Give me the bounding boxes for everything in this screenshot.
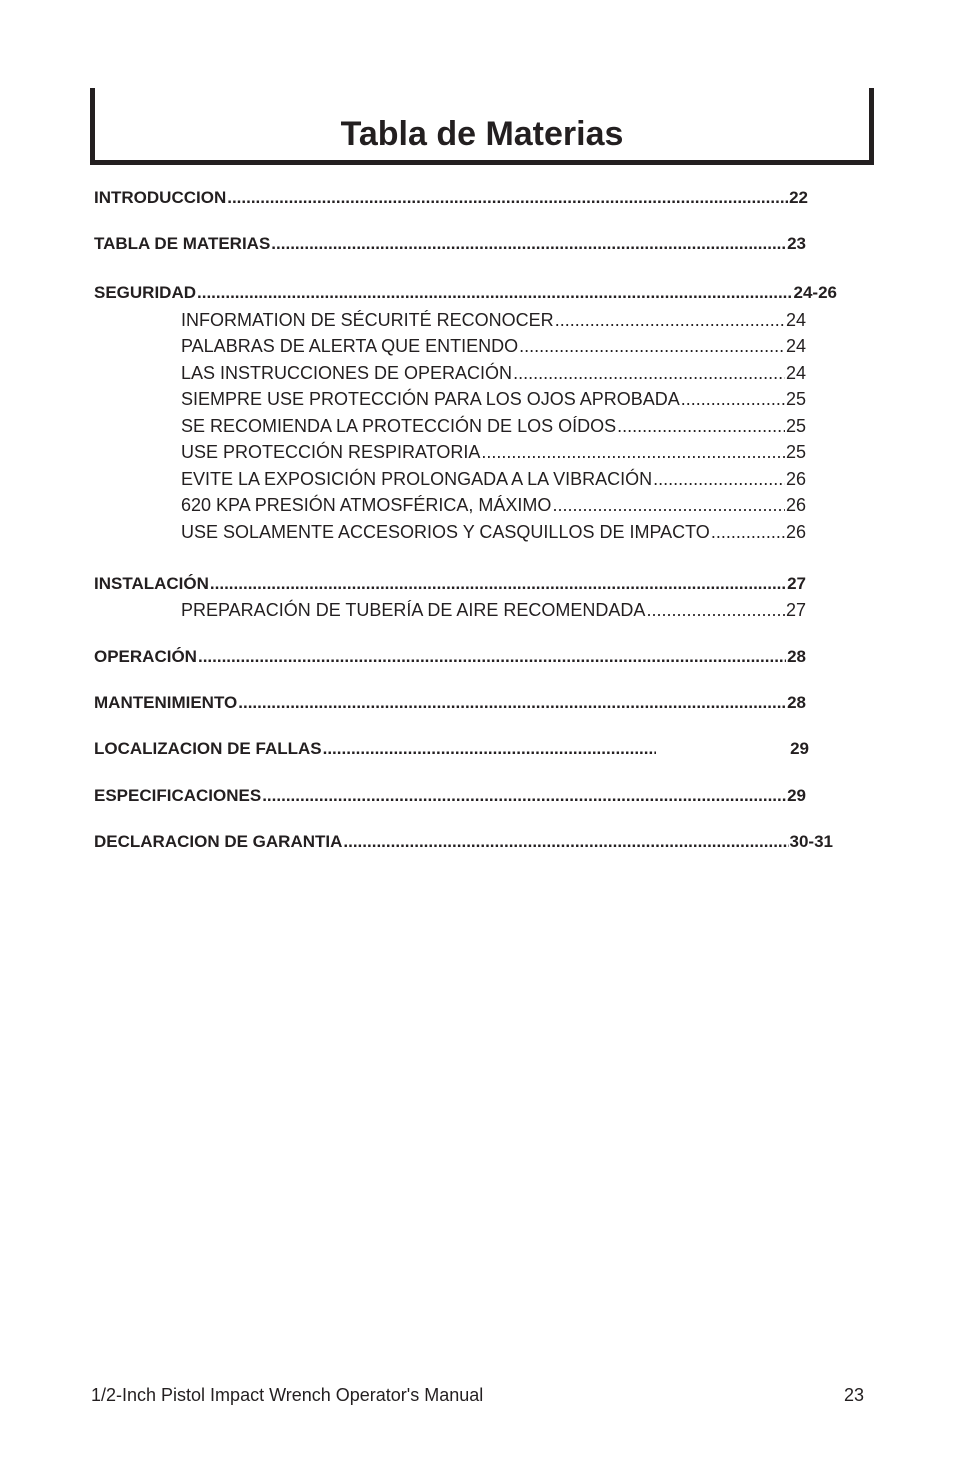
- toc-subentry[interactable]: [181, 468, 806, 490]
- toc-entry-page: 27: [785, 600, 806, 620]
- dot-leader: [238, 692, 786, 714]
- toc-entry-label: MANTENIMIENTO: [94, 693, 238, 712]
- dot-leader: [552, 494, 785, 516]
- dot-leader: [555, 309, 785, 331]
- toc-entry-label: TABLA DE MATERIAS: [94, 234, 271, 253]
- toc-entry-page: 28: [787, 647, 806, 666]
- page-title: Tabla de Materias: [340, 115, 624, 153]
- toc-subentry[interactable]: [181, 441, 806, 463]
- toc-entry-especificaciones[interactable]: [94, 785, 806, 807]
- toc-entry-page: 26: [785, 522, 806, 542]
- toc-entry-page: 24: [785, 310, 806, 330]
- toc-entry-tabla-de-materias[interactable]: [94, 233, 806, 255]
- dot-leader: [519, 335, 785, 357]
- toc-entry-seguridad[interactable]: [94, 282, 837, 304]
- toc-entry-page: 28: [787, 693, 806, 712]
- toc-entry-page: 27: [787, 574, 806, 593]
- toc-entry-label: USE PROTECCIÓN RESPIRATORIA: [181, 442, 481, 462]
- toc-subentry[interactable]: [181, 521, 806, 543]
- toc-entry-page: 25: [785, 389, 806, 409]
- toc-subentry[interactable]: [181, 415, 806, 437]
- toc-entry-page: 25: [785, 416, 806, 436]
- dot-leader: [653, 468, 785, 490]
- toc-subentry[interactable]: [181, 335, 806, 357]
- toc-entry-page: 25: [785, 442, 806, 462]
- toc-entry-label: 620 KPA PRESIÓN ATMOSFÉRICA, MÁXIMO: [181, 495, 552, 515]
- toc-entry-page: 26: [785, 469, 806, 489]
- toc-entry-page: 22: [789, 188, 808, 207]
- dot-leader: [323, 738, 656, 760]
- toc-entry-label: INSTALACIÓN: [94, 574, 209, 593]
- toc-subentry[interactable]: [181, 309, 806, 331]
- toc-entry-page: 30-31: [789, 832, 833, 851]
- toc-entry-label: PREPARACIÓN DE TUBERÍA DE AIRE RECOMENDADA: [181, 600, 646, 620]
- toc-entry-label: LOCALIZACION DE FALLAS: [94, 739, 322, 758]
- dot-leader: [343, 831, 788, 853]
- toc-entry-page: 26: [785, 495, 806, 515]
- toc-entry-label: OPERACIÓN: [94, 647, 197, 666]
- toc-subentry[interactable]: [181, 599, 806, 621]
- toc-entry-label: PALABRAS DE ALERTA QUE ENTIENDO: [181, 336, 519, 356]
- dot-leader: [481, 441, 785, 463]
- dot-leader: [198, 646, 786, 668]
- toc-entry-page: 29: [790, 739, 809, 758]
- dot-leader: [210, 573, 786, 595]
- toc-entry-label: SE RECOMIENDA LA PROTECCIÓN DE LOS OÍDOS: [181, 416, 617, 436]
- toc-entry-page: 24: [785, 336, 806, 356]
- toc-entry-label: LAS INSTRUCCIONES DE OPERACIÓN: [181, 363, 513, 383]
- toc-entry-operacion[interactable]: [94, 646, 806, 668]
- toc-entry-page: 29: [787, 786, 806, 805]
- toc-entry-instalacion[interactable]: [94, 573, 806, 595]
- toc-entry-page: 24-26: [793, 283, 837, 302]
- toc-entry-label: ESPECIFICACIONES: [94, 786, 262, 805]
- toc-entry-label: EVITE LA EXPOSICIÓN PROLONGADA A LA VIBRACIÓN: [181, 469, 653, 489]
- toc-entry-mantenimiento[interactable]: [94, 692, 806, 714]
- toc-entry-garantia[interactable]: [94, 831, 833, 853]
- dot-leader: [513, 362, 785, 384]
- dot-leader: [617, 415, 785, 437]
- toc-entry-label: SIEMPRE USE PROTECCIÓN PARA LOS OJOS APROBADA: [181, 389, 680, 409]
- toc-subentry[interactable]: [181, 494, 806, 516]
- dot-leader: [711, 521, 785, 543]
- toc-entry-localizacion[interactable]: [94, 738, 809, 760]
- dot-leader: [271, 233, 786, 255]
- toc-entry-label: DECLARACION DE GARANTIA: [94, 832, 343, 851]
- toc-entry-label: INFORMATION DE SÉCURITÉ RECONOCER: [181, 310, 554, 330]
- footer-page-number: 23: [843, 1385, 864, 1405]
- dot-leader: [262, 785, 786, 807]
- dot-leader: [227, 187, 788, 209]
- toc-subentry[interactable]: [181, 388, 806, 410]
- toc-entry-page: 23: [787, 234, 806, 253]
- dot-leader: [197, 282, 793, 304]
- footer-manual-title: 1/2-Inch Pistol Impact Wrench Operator's Manual: [91, 1385, 484, 1405]
- dot-leader: [681, 388, 785, 410]
- dot-leader: [646, 599, 785, 621]
- toc-entry-page: 24: [785, 363, 806, 383]
- toc-subentry[interactable]: [181, 362, 806, 384]
- toc-entry-label: SEGURIDAD: [94, 283, 197, 302]
- toc-entry-label: USE SOLAMENTE ACCESORIOS Y CASQUILLOS DE IMPACTO: [181, 522, 710, 542]
- toc-entry-label: INTRODUCCION: [94, 188, 227, 207]
- toc-entry-introduccion[interactable]: [94, 187, 808, 209]
